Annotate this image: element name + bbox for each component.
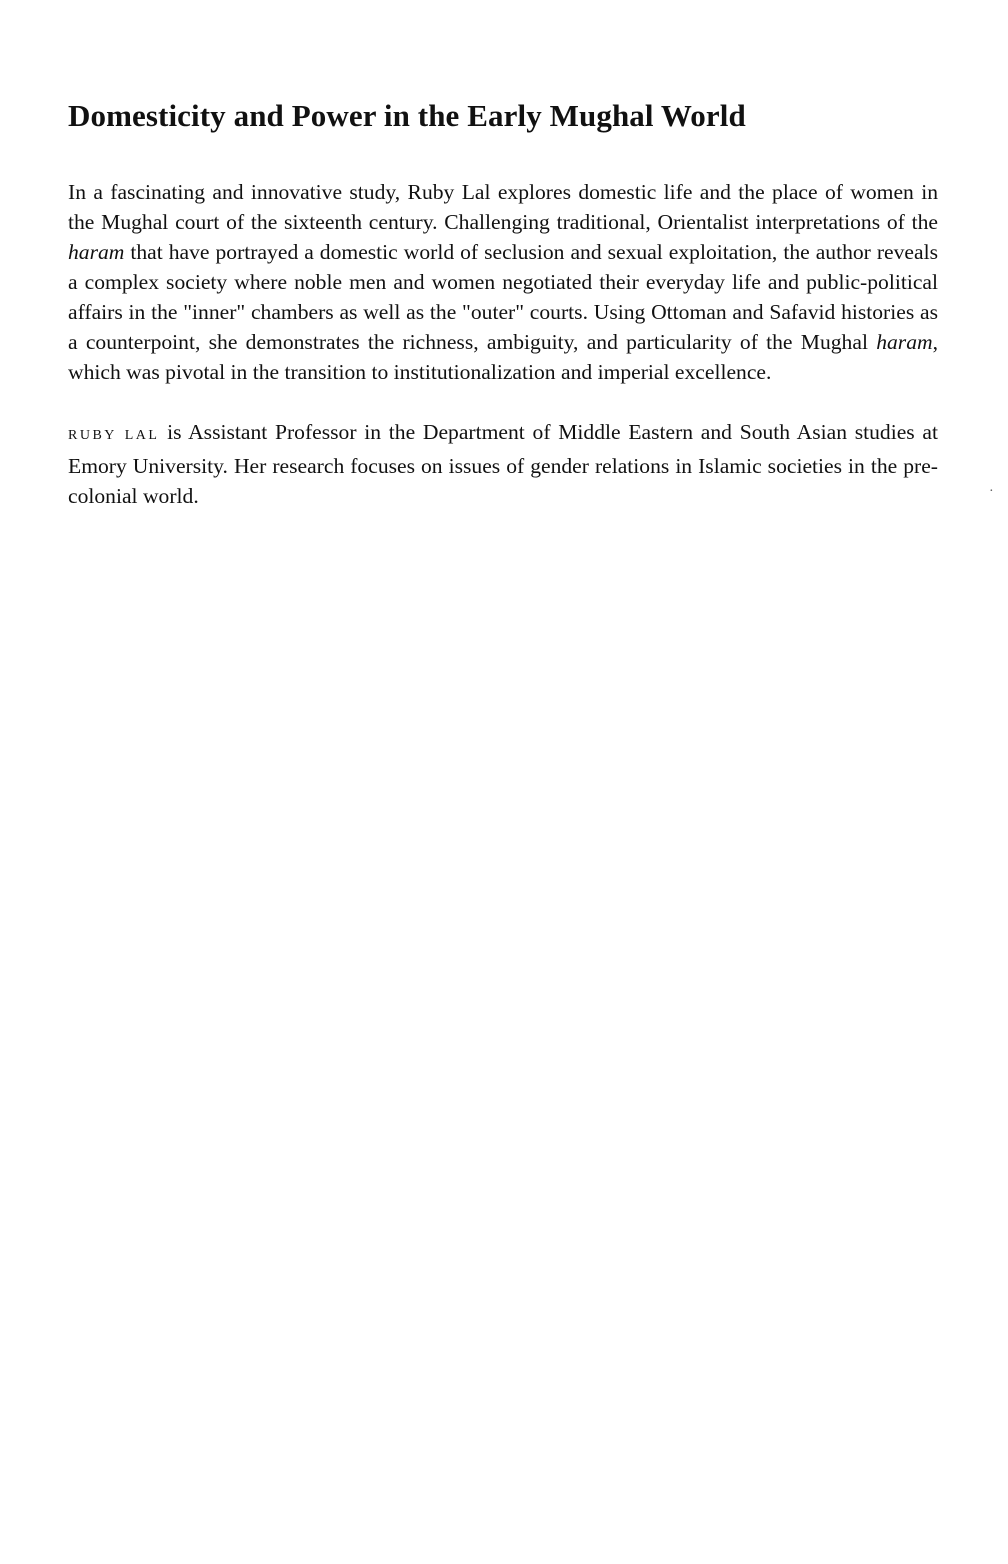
margin-mark: ·	[989, 484, 994, 499]
haram-term-1: haram	[68, 240, 125, 264]
summary-text-2: that have portrayed a domestic world of seclusion and sexual exploitation, the author reveals a complex society where noble men and women negotiated their everyday life and public-political affairs in the "inner" chambers as well as the "outer" courts. Using Ottoman and Safavid histories as a counterpoint, she demonstrates the richness, ambiguity, and particularity of the Mughal	[68, 240, 938, 354]
summary-text-1: In a fascinating and innovative study, Ruby Lal explores domestic life and the place of women in the Mughal court of the sixteenth century. Challenging traditional, Orientalist interpretations of the	[68, 180, 938, 234]
haram-term-2: haram	[876, 330, 933, 354]
book-title: Domesticity and Power in the Early Mughal World	[68, 98, 746, 133]
summary-text-3: , which was pivotal in the transition to institutionalization and imperial excellence.	[68, 330, 938, 384]
author-name: RUBY LAL	[68, 428, 160, 443]
book-page	[68, 96, 938, 511]
author-bio-text: is Assistant Professor in the Department of Middle Eastern and South Asian studies at Emory University. Her research focuses on issues of gender relations in Islamic societies in the pre-colonial world.	[68, 420, 939, 508]
book-summary-paragraph	[68, 177, 938, 387]
author-bio-paragraph	[68, 417, 938, 511]
